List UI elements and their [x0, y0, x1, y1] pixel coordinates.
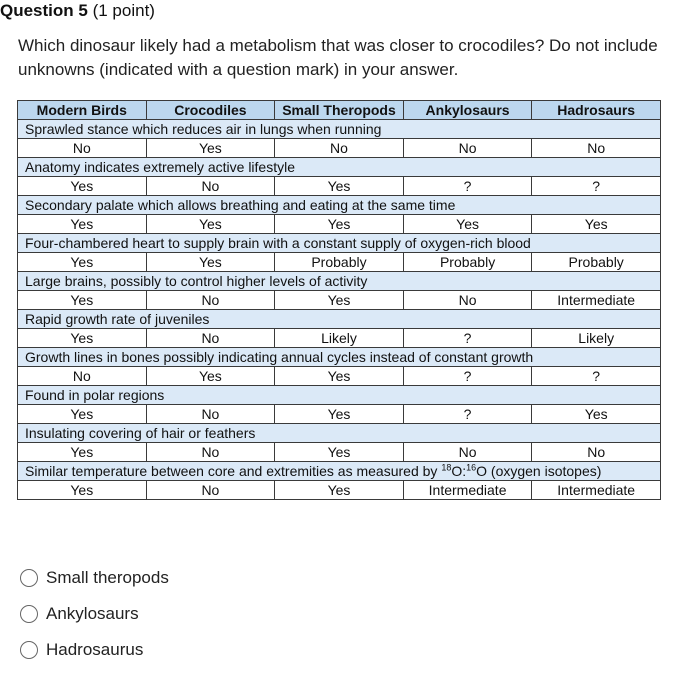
header-modern-birds: Modern Birds — [18, 101, 147, 120]
value-cell: Yes — [146, 367, 275, 386]
question-header — [0, 0, 155, 22]
trait-row — [18, 348, 661, 367]
trait-label: Insulating covering of hair or feathers — [18, 424, 661, 443]
table-body — [18, 120, 661, 500]
radio-button[interactable] — [20, 569, 38, 587]
value-cell: Probably — [532, 253, 661, 272]
value-cell: ? — [403, 367, 532, 386]
value-cell: Yes — [146, 215, 275, 234]
table-header-row — [18, 101, 661, 120]
value-cell: Yes — [18, 481, 147, 500]
value-cell: Yes — [275, 177, 404, 196]
comparison-table — [17, 100, 661, 500]
value-cell: Probably — [275, 253, 404, 272]
values-row — [18, 367, 661, 386]
value-cell: Yes — [146, 253, 275, 272]
value-cell: Likely — [532, 329, 661, 348]
value-cell: Yes — [18, 215, 147, 234]
trait-label: Found in polar regions — [18, 386, 661, 405]
trait-row — [18, 234, 661, 253]
value-cell: Likely — [275, 329, 404, 348]
value-cell: Yes — [275, 443, 404, 462]
option-small-theropods[interactable] — [20, 560, 169, 596]
value-cell: No — [403, 443, 532, 462]
value-cell: Intermediate — [532, 291, 661, 310]
value-cell: Intermediate — [532, 481, 661, 500]
trait-row — [18, 272, 661, 291]
value-cell: ? — [532, 367, 661, 386]
option-ankylosaurs[interactable] — [20, 596, 169, 632]
values-row — [18, 139, 661, 158]
value-cell: No — [18, 139, 147, 158]
trait-row — [18, 386, 661, 405]
radio-button[interactable] — [20, 605, 38, 623]
value-cell: Yes — [275, 215, 404, 234]
trait-label: Sprawled stance which reduces air in lungs when running — [18, 120, 661, 139]
value-cell: No — [146, 443, 275, 462]
trait-row — [18, 120, 661, 139]
value-cell: ? — [403, 405, 532, 424]
value-cell: Yes — [275, 367, 404, 386]
value-cell: Yes — [532, 215, 661, 234]
values-row — [18, 177, 661, 196]
answer-options — [20, 560, 169, 668]
value-cell: Yes — [18, 443, 147, 462]
value-cell: Yes — [18, 253, 147, 272]
trait-label: Large brains, possibly to control higher levels of activity — [18, 272, 661, 291]
values-row — [18, 329, 661, 348]
value-cell: Yes — [18, 177, 147, 196]
value-cell: Yes — [146, 139, 275, 158]
value-cell: No — [532, 139, 661, 158]
value-cell: No — [146, 481, 275, 500]
header-ankylosaurs: Ankylosaurs — [403, 101, 532, 120]
value-cell: Yes — [275, 481, 404, 500]
value-cell: ? — [403, 177, 532, 196]
values-row — [18, 291, 661, 310]
value-cell: No — [532, 443, 661, 462]
option-label: Hadrosaurus — [46, 640, 144, 659]
option-label: Small theropods — [46, 568, 169, 587]
trait-label: Secondary palate which allows breathing and eating at the same time — [18, 196, 661, 215]
value-cell: ? — [532, 177, 661, 196]
radio-button[interactable] — [20, 641, 38, 659]
header-crocodiles: Crocodiles — [146, 101, 275, 120]
value-cell: Intermediate — [403, 481, 532, 500]
trait-label: Four-chambered heart to supply brain with a constant supply of oxygen-rich blood — [18, 234, 661, 253]
trait-row — [18, 424, 661, 443]
header-hadrosaurs: Hadrosaurs — [532, 101, 661, 120]
trait-row — [18, 196, 661, 215]
value-cell: Yes — [18, 405, 147, 424]
value-cell: No — [18, 367, 147, 386]
question-points: (1 point) — [92, 1, 155, 20]
values-row — [18, 405, 661, 424]
values-row — [18, 215, 661, 234]
value-cell: No — [275, 139, 404, 158]
value-cell: Yes — [532, 405, 661, 424]
value-cell: No — [146, 405, 275, 424]
trait-label: Similar temperature between core and extremities as measured by $^{18}$O:$^{16}$O (oxygen isotopes) — [18, 462, 661, 481]
value-cell: No — [403, 139, 532, 158]
value-cell: Yes — [275, 405, 404, 424]
option-label: Ankylosaurs — [46, 604, 139, 623]
value-cell: No — [403, 291, 532, 310]
trait-row — [18, 158, 661, 177]
question-title: Question 5 — [0, 1, 88, 20]
values-row — [18, 443, 661, 462]
value-cell: No — [146, 177, 275, 196]
value-cell: Yes — [275, 291, 404, 310]
question-prompt: Which dinosaur likely had a metabolism that was closer to crocodiles? Do not include unknowns (indicated with a question mark) in your answer. — [18, 36, 658, 79]
value-cell: Yes — [403, 215, 532, 234]
header-small-theropods: Small Theropods — [275, 101, 404, 120]
trait-row — [18, 310, 661, 329]
trait-row — [18, 462, 661, 481]
values-row — [18, 253, 661, 272]
values-row — [18, 481, 661, 500]
trait-label: Growth lines in bones possibly indicating annual cycles instead of constant growth — [18, 348, 661, 367]
value-cell: No — [146, 291, 275, 310]
value-cell: Yes — [18, 329, 147, 348]
value-cell: Probably — [403, 253, 532, 272]
value-cell: Yes — [18, 291, 147, 310]
trait-label: Rapid growth rate of juveniles — [18, 310, 661, 329]
value-cell: No — [146, 329, 275, 348]
option-hadrosaurus[interactable] — [20, 632, 169, 668]
value-cell: ? — [403, 329, 532, 348]
trait-label: Anatomy indicates extremely active lifestyle — [18, 158, 661, 177]
